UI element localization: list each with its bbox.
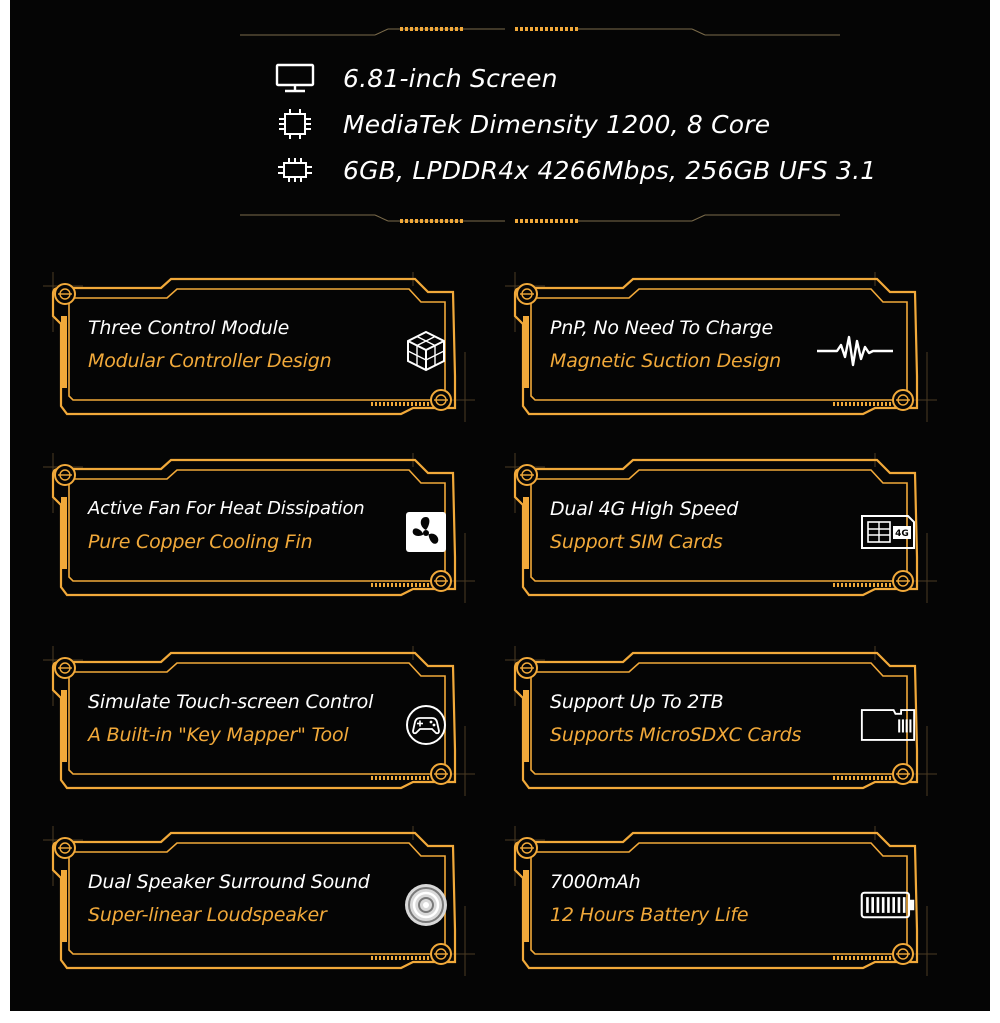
feature-subtitle: Modular Controller Design (88, 350, 332, 372)
feature-card-magnetic (505, 272, 937, 422)
sim-card-4g-icon (860, 508, 916, 556)
feature-title: Dual Speaker Surround Sound (88, 871, 370, 893)
feature-card-speaker (43, 826, 475, 976)
feature-title: 7000mAh (550, 871, 641, 893)
spec-list (275, 55, 915, 193)
speaker-icon (398, 881, 454, 929)
monitor-icon (275, 63, 321, 93)
feature-title: Dual 4G High Speed (550, 498, 739, 520)
spec-cpu-text: MediaTek Dimensity 1200, 8 Core (343, 109, 771, 139)
feature-card-control-module (43, 272, 475, 422)
feature-card-microsd (505, 646, 937, 796)
gamepad-icon (398, 701, 454, 749)
feature-title: Active Fan For Heat Dissipation (88, 498, 365, 519)
feature-title: Support Up To 2TB (550, 691, 724, 713)
feature-subtitle: Super-linear Loudspeaker (88, 904, 327, 926)
feature-subtitle: 12 Hours Battery Life (550, 904, 749, 926)
spec-row-memory (275, 147, 915, 193)
feature-card-sim (505, 453, 937, 603)
spec-row-screen (275, 55, 915, 101)
feature-subtitle: Support SIM Cards (550, 531, 723, 553)
modular-cube-icon (398, 327, 454, 375)
memory-icon (275, 155, 321, 185)
spec-memory-text: 6GB, LPDDR4x 4266Mbps, 256GB UFS 3.1 (343, 155, 877, 185)
spec-row-cpu (275, 101, 915, 147)
micro-sd-card-icon (860, 701, 916, 749)
feature-subtitle: Supports MicroSDXC Cards (550, 724, 802, 746)
feature-subtitle: A Built-in "Key Mapper" Tool (88, 724, 349, 746)
feature-poster (10, 0, 990, 1011)
feature-card-fan (43, 453, 475, 603)
chip-icon (275, 109, 321, 139)
feature-title: Three Control Module (88, 317, 290, 339)
feature-title: Simulate Touch-screen Control (88, 691, 374, 713)
feature-card-battery (505, 826, 937, 976)
bottom-divider (240, 212, 840, 226)
feature-card-key-mapper (43, 646, 475, 796)
pulse-wave-icon (810, 327, 900, 375)
top-divider (240, 24, 840, 38)
feature-subtitle: Pure Copper Cooling Fin (88, 531, 313, 553)
feature-subtitle: Magnetic Suction Design (550, 350, 782, 372)
fan-icon (398, 508, 454, 556)
battery-icon (860, 881, 916, 929)
feature-title: PnP, No Need To Charge (550, 317, 774, 339)
svg-text:4G: 4G (895, 529, 909, 539)
spec-screen-text: 6.81-inch Screen (343, 63, 558, 93)
